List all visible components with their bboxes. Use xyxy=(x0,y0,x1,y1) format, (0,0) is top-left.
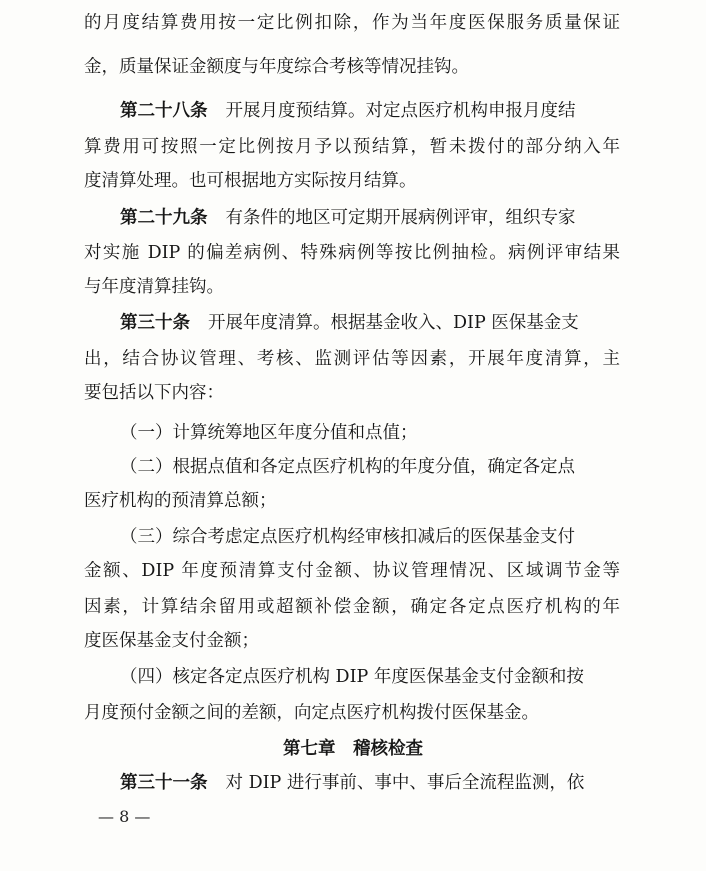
chapter-heading: 第七章 稽核检查 xyxy=(283,739,423,759)
article-label: 第二十八条 xyxy=(120,101,208,121)
line-text: （二）根据点值和各定点医疗机构的年度分值，确定各定点 xyxy=(120,457,575,477)
line-text: 出，结合协议管理、考核、监测评估等因素，开展年度清算，主 xyxy=(84,349,620,369)
list-item-2 xyxy=(120,454,620,480)
list-item-4 xyxy=(120,664,620,690)
line-text: （一）计算统筹地区年度分值和点值； xyxy=(120,423,418,443)
paragraph-line xyxy=(84,700,620,726)
paragraph-line xyxy=(84,346,620,372)
article-label: 第三十条 xyxy=(120,313,190,333)
paragraph-line xyxy=(84,10,620,36)
article-label: 第二十九条 xyxy=(120,208,208,228)
article-28-heading-line xyxy=(120,98,620,124)
article-label: 第三十一条 xyxy=(120,773,208,793)
paragraph-line xyxy=(84,274,620,300)
article-30-heading-line xyxy=(120,310,620,336)
list-item-3 xyxy=(120,524,620,550)
line-text: 金额、DIP 年度预清算支付金额、协议管理情况、区域调节金等 xyxy=(84,561,620,581)
article-29-heading-line xyxy=(120,205,620,231)
line-text: 与年度清算挂钩。 xyxy=(84,277,224,297)
paragraph-line xyxy=(84,594,620,620)
line-text: 算费用可按照一定比例按月予以预结算，暂未拨付的部分纳入年 xyxy=(84,137,620,157)
paragraph-line xyxy=(84,54,620,80)
paragraph-line xyxy=(84,380,620,406)
line-text: 医疗机构的预清算总额； xyxy=(84,491,277,511)
paragraph-line xyxy=(84,628,620,654)
line-text: 金，质量保证金额度与年度综合考核等情况挂钩。 xyxy=(84,57,469,77)
line-text: 因素，计算结余留用或超额补偿金额，确定各定点医疗机构的年 xyxy=(84,597,620,617)
line-text: 度医保基金支付金额； xyxy=(84,631,259,651)
paragraph-line xyxy=(84,134,620,160)
line-text: 对实施 DIP 的偏差病例、特殊病例等按比例抽检。病例评审结果 xyxy=(84,243,620,263)
line-text: 要包括以下内容： xyxy=(84,383,224,403)
list-item-1 xyxy=(120,420,620,446)
line-text: （四）核定各定点医疗机构 DIP 年度医保基金支付金额和按 xyxy=(120,667,584,687)
line-text: 度清算处理。也可根据地方实际按月结算。 xyxy=(84,171,417,191)
line-text: 对 DIP 进行事前、事中、事后全流程监测，依 xyxy=(225,773,585,793)
article-31-heading-line xyxy=(120,770,620,796)
paragraph-line xyxy=(84,558,620,584)
line-text: 开展年度清算。根据基金收入、DIP 医保基金支 xyxy=(208,313,579,333)
page-number: — 8 — xyxy=(98,807,151,826)
paragraph-line xyxy=(84,168,620,194)
paragraph-line xyxy=(84,240,620,266)
line-text: 的月度结算费用按一定比例扣除，作为当年度医保服务质量保证 xyxy=(84,13,620,33)
line-text: 开展月度预结算。对定点医疗机构申报月度结 xyxy=(225,101,576,121)
paragraph-line xyxy=(84,488,620,514)
line-text: 有条件的地区可定期开展病例评审，组织专家 xyxy=(225,208,576,228)
line-text: （三）综合考虑定点医疗机构经审核扣减后的医保基金支付 xyxy=(120,527,575,547)
line-text: 月度预付金额之间的差额，向定点医疗机构拨付医保基金。 xyxy=(84,703,539,723)
